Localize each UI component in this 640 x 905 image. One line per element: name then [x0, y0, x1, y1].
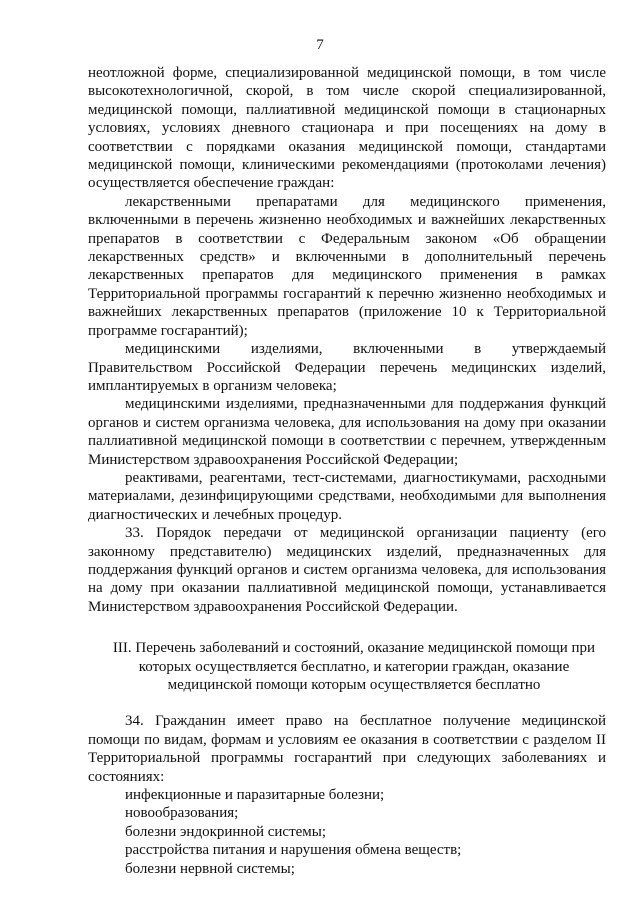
section-heading-line-2: которых осуществляется бесплатно, и категории граждан, оказание	[138, 658, 570, 675]
conditions-list	[88, 786, 606, 878]
list-item: расстройства питания и нарушения обмена веществ;	[125, 842, 462, 859]
list-item: болезни нервной системы;	[125, 860, 295, 877]
section-heading-line-1: III. Перечень заболеваний и состояний, оказание медицинской помощи при	[112, 640, 596, 657]
paragraph-reagents: реактивами, реагентами, тест-системами, диагностикумами, расходными материалами, дезинфицирующими средствами, необходимыми для выполнения диагностических и лечебных процедур.	[88, 469, 606, 523]
section-heading	[88, 639, 606, 694]
section-heading-line-3: медицинской помощи которым осуществляется бесплатно	[167, 677, 541, 693]
paragraph-medical-devices: медицинскими изделиями, предназначенными для поддержания функций органов и систем организма человека, для использования на дому при оказании паллиативной медицинской помощи в соответствии с перечнем, утвержденным Министерством здравоохранения Российской Федерации;	[88, 396, 606, 468]
list-item: новообразования;	[125, 805, 239, 822]
paragraph-34: 34. Гражданин имеет право на бесплатное получение медицинской помощи по видам, формам и условиям ее оказания в соответствии с разделом II Территориальной программы госгарантий при следующих заболеваниях и состояниях:	[88, 713, 606, 785]
paragraph-continuation: неотложной форме, специализированной медицинской помощи, в том числе высокотехнологичной, скорой, в том числе скорой специализированной, медицинской помощи, паллиативной медицинской помощи в стационарных условиях, условиях дневного стационара и при посещениях на дому в соответствии с порядками оказания медицинской помощи, стандартами медицинской помощи, клиническими рекомендациями (протоколами лечения) осуществляется обеспечение граждан:	[88, 65, 606, 192]
paragraph-implants: медицинскими изделиями, включенными в утверждаемый Правительством Российской Федерации перечень медицинских изделий, имплантируемых в организм человека;	[88, 341, 606, 394]
list-item: инфекционные и паразитарные болезни;	[125, 787, 385, 804]
spacer	[88, 616, 606, 639]
list-item: болезни эндокринной системы;	[125, 823, 327, 840]
document-body	[88, 64, 606, 878]
paragraph-medicines: лекарственными препаратами для медицинского применения, включенными в перечень жизненно необходимых и важнейших лекарственных препаратов в соответствии с Федеральным законом «Об обращении лекарственных средств» и включенными в дополнительный перечень лекарственных препаратов для медицинского применения в рамках Территориальной программы госгарантий к перечню жизненно необходимых и важнейших лекарственных препаратов (приложение 10 к Территориальной программе госгарантий);	[88, 193, 606, 339]
page-number: 7	[316, 37, 324, 53]
paragraph-33: 33. Порядок передачи от медицинской организации пациенту (его законному представителю) медицинских изделий, предназначенных для поддержания функций органов и систем организма человека, для использования на дому при оказании паллиативной медицинской помощи, устанавливается Министерством здравоохранения Российской Федерации.	[88, 525, 606, 615]
spacer	[88, 694, 606, 712]
